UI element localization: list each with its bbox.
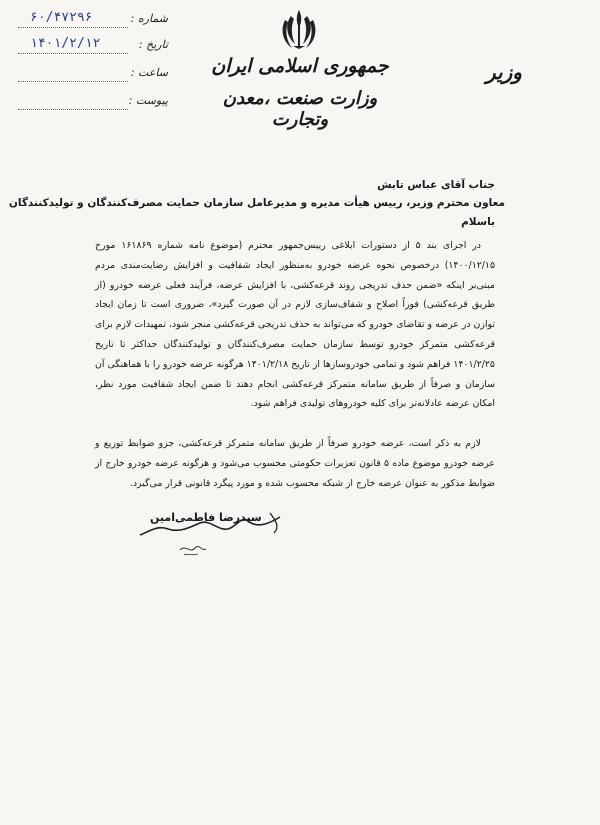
date-label: تاریخ : [138, 38, 168, 51]
recipient-line: جناب آقای عباس تابش [377, 179, 495, 191]
paragraph-2: لازم به ذکر است، عرضه خودرو صرفاً از طریق سامانه متمرکز قرعه‌کشی، جزو ضوابط توزیع و عرضه خودرو موضوع ماده ۵ قانون تعزیرات حکومتی محسوب می‌شود و هرگونه عرضه خودرو خارج از ضوابط مذکور به عنوان عرضه خارج از شبکه محسوب شده و مورد پیگرد قانونی قرار می‌گیرد. [95, 438, 495, 489]
minister-mark: وزیر [486, 60, 522, 84]
initials-mark [178, 540, 208, 558]
attachment-line [18, 109, 128, 110]
republic-title: جمهوری اسلامی ایران [211, 55, 389, 77]
date-field [18, 38, 168, 58]
date-line [18, 53, 128, 54]
greeting: باسلام [461, 216, 495, 228]
number-field [18, 12, 168, 32]
number-value: ۶۰/۴۷۲۹۶ [30, 10, 93, 25]
paragraph-1: در اجرای بند ۵ از دستورات ابلاغی رییس‌جمهور محترم (موضوع نامه شماره ۱۶۱۸۶۹ مورخ ۱۴۰۰/۱۲/۱۵) درخصوص نحوه عرضه خودرو به‌منظور ایجاد شفافیت و افزایش رضایت‌مندی مردم مبنی‌بر اینکه «ضمن حذف تدریجی روند قرعه‌کشی، با افزایش عرضه، فرآیند فعلی عرضه خودرو (از طریق قرعه‌کشی) فوراً اصلاح و شفاف‌سازی لازم در آن صورت گیرد»، ضروری است تا زمان ایجاد توازن در عرضه و تقاضای خودرو که می‌تواند به حذف تدریجی قرعه‌کشی منجر شود، تمهیدات لازم برای قرعه‌کشی متمرکز خودرو توسط سازمان حمایت مصرف‌کنندگان و تولیدکنندگان حداکثر تا تاریخ ۱۴۰۱/۲/۲۵ فراهم شود و تمامی خودروسازها از تاریخ ۱۴۰۱/۲/۱۸ هرگونه عرضه خودرو را با هماهنگی آن سازمان و صرفاً از طریق سامانه متمرکز قرعه‌کشی انجام دهند تا ضمن ایجاد شفافیت مورد نظر، امکان عرضه عادلانه‌تر برای کلیه خودروهای تولیدی فراهم شود. [95, 240, 495, 410]
attachment-field [18, 94, 168, 114]
time-field [18, 66, 168, 86]
signer-name: سیدرضا فاطمی‌امین [150, 511, 262, 524]
number-label: شماره : [130, 12, 168, 25]
ministry-title: وزارت صنعت ،معدن وتجارت [222, 88, 378, 130]
iran-emblem-icon [279, 8, 319, 50]
date-value: ۱۴۰۱/۲/۱۲ [30, 36, 101, 51]
number-line [18, 27, 128, 28]
recipient-position: معاون محترم وزیر، رییس هیأت مدیره و مدیرعامل سازمان حمایت مصرف‌کنندگان و تولیدکنندگان [8, 197, 505, 209]
time-label: ساعت : [130, 66, 168, 79]
time-line [18, 81, 128, 82]
attachment-label: پیوست : [128, 94, 168, 107]
